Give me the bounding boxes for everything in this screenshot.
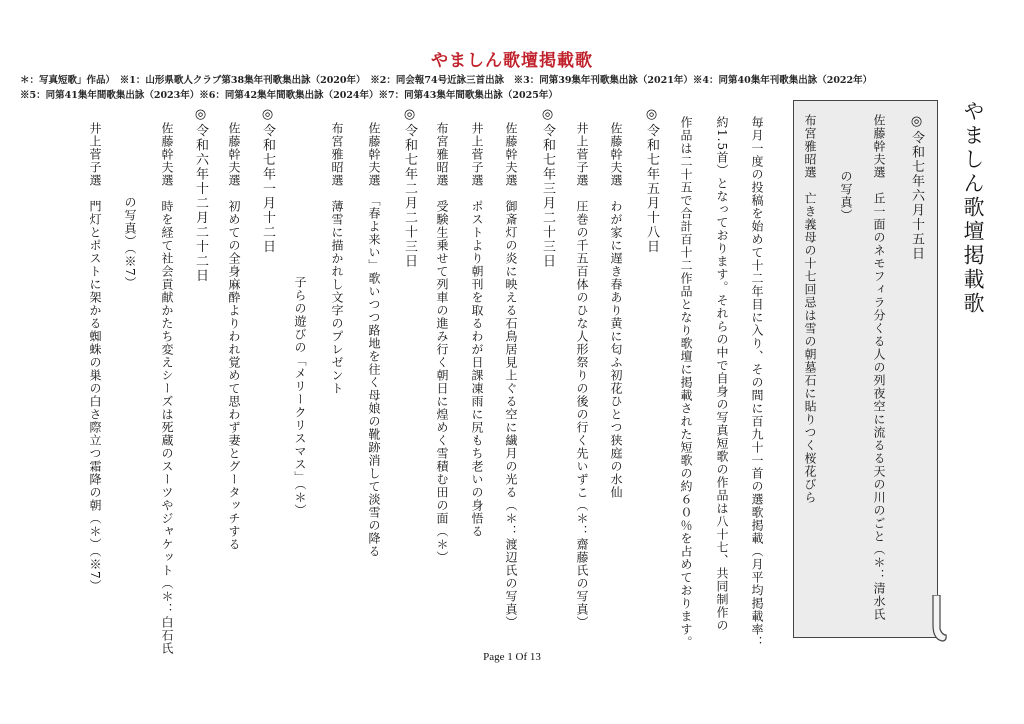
tanka-line: の写真）（※7） [123,196,137,290]
date-heading: ◎令和七年六月十五日 [909,114,924,261]
tanka-line: 作品は二十五で合計百十二作品となり歌壇に掲載された短歌の約６０％を占めております。 [679,116,693,649]
tanka-line: 布宮雅昭選 亡き義母の十七回忌は雪の朝墓石に貼りつく桜花びら [803,114,817,504]
date-heading: ◎令和六年十二月二十二日 [193,107,208,283]
tanka-line: の写真） [839,170,853,222]
tanka-line: 佐藤幹夫選 「春よ来い」歌いつつ路地を往く母娘の靴跡消して淡雪の降る [367,122,381,558]
tanka-line: 井上菅子選 圧巻の千五百体のひな人形祭りの後の行く先いずこ（＊：齋藤氏の写真） [575,122,589,629]
page-curl-icon [932,595,948,643]
tanka-line: 約1.5首）となっております。それらの中で自身の写真短歌の作品は八十七、共同制作の [715,116,729,633]
tanka-line: 布宮雅昭選 受験生乗せて列車の進み行く朝日に煌めく雪積む田の面（＊） [435,122,449,564]
tanka-line: 毎月一度の投稿を始めて十二年目に入り、その間に百九十一首の選歌掲載（月平均掲載率： [750,116,764,649]
tanka-line: 井上菅子選 門灯とポストに架かる蜘蛛の巣の白さ際立つ霜降の朝（＊）（※7） [88,122,102,593]
legend-line-2: ※5：同第41集年間歌集出詠（2023年）※6：同第42集年間歌集出詠（2024年）※7：同第43集年間歌集出詠（2025年） [20,90,558,101]
date-heading: ◎令和七年五月十八日 [644,107,659,254]
tanka-line: 布宮雅昭選 薄雪に描かれし文字のプレゼント [330,122,344,395]
page-number: Page 1 Of 13 [483,651,541,663]
tanka-line: 子らの遊びの「メリークリスマス」（＊） [293,276,307,517]
tanka-line: 佐藤幹夫選 時を経て社会貢献かたち変えシーズは死蔵のスーツやジャケット（＊：白石氏 [160,122,174,655]
date-heading: ◎令和七年三月二十三日 [540,107,555,269]
tanka-line: 佐藤幹夫選 わが家に遅き春あり黄に匂ふ初花ひとつ狭庭の水仙 [609,122,623,499]
legend-line-1: ＊：写真短歌」作品） ※1：山形県歌人クラブ第38集年刊歌集出詠（2020年） ※2：同会報74号近詠三首出詠 ※3：同第39集年刊歌集出詠（2021年）※4：同第40集年刊歌集出詠（2022年） [20,75,873,86]
tanka-line: 佐藤幹夫選 御斎灯の炎に映える石鳥居見上ぐる空に繊月の光る（＊：渡辺氏の写真） [504,122,518,629]
date-heading: ◎令和七年一月十二日 [260,107,275,254]
sidebar-title: やましん歌壇掲載歌 [961,100,985,316]
main-title: やましん歌壇掲載歌 [431,51,593,71]
tanka-line: 佐藤幹夫選 丘一面のネモフィラ分くる人の列夜空に流るる天の川のごと（＊：清水氏 [872,114,886,621]
tanka-line: 井上菅子選 ポストより朝刊を取るわが日課凍雨に尻もち老いの身悟る [470,122,484,538]
tanka-line: 佐藤幹夫選 初めての全身麻酔よりわれ覚めて思わず妻とグータッチする [227,122,241,551]
date-heading: ◎令和七年二月二十三日 [402,107,417,269]
